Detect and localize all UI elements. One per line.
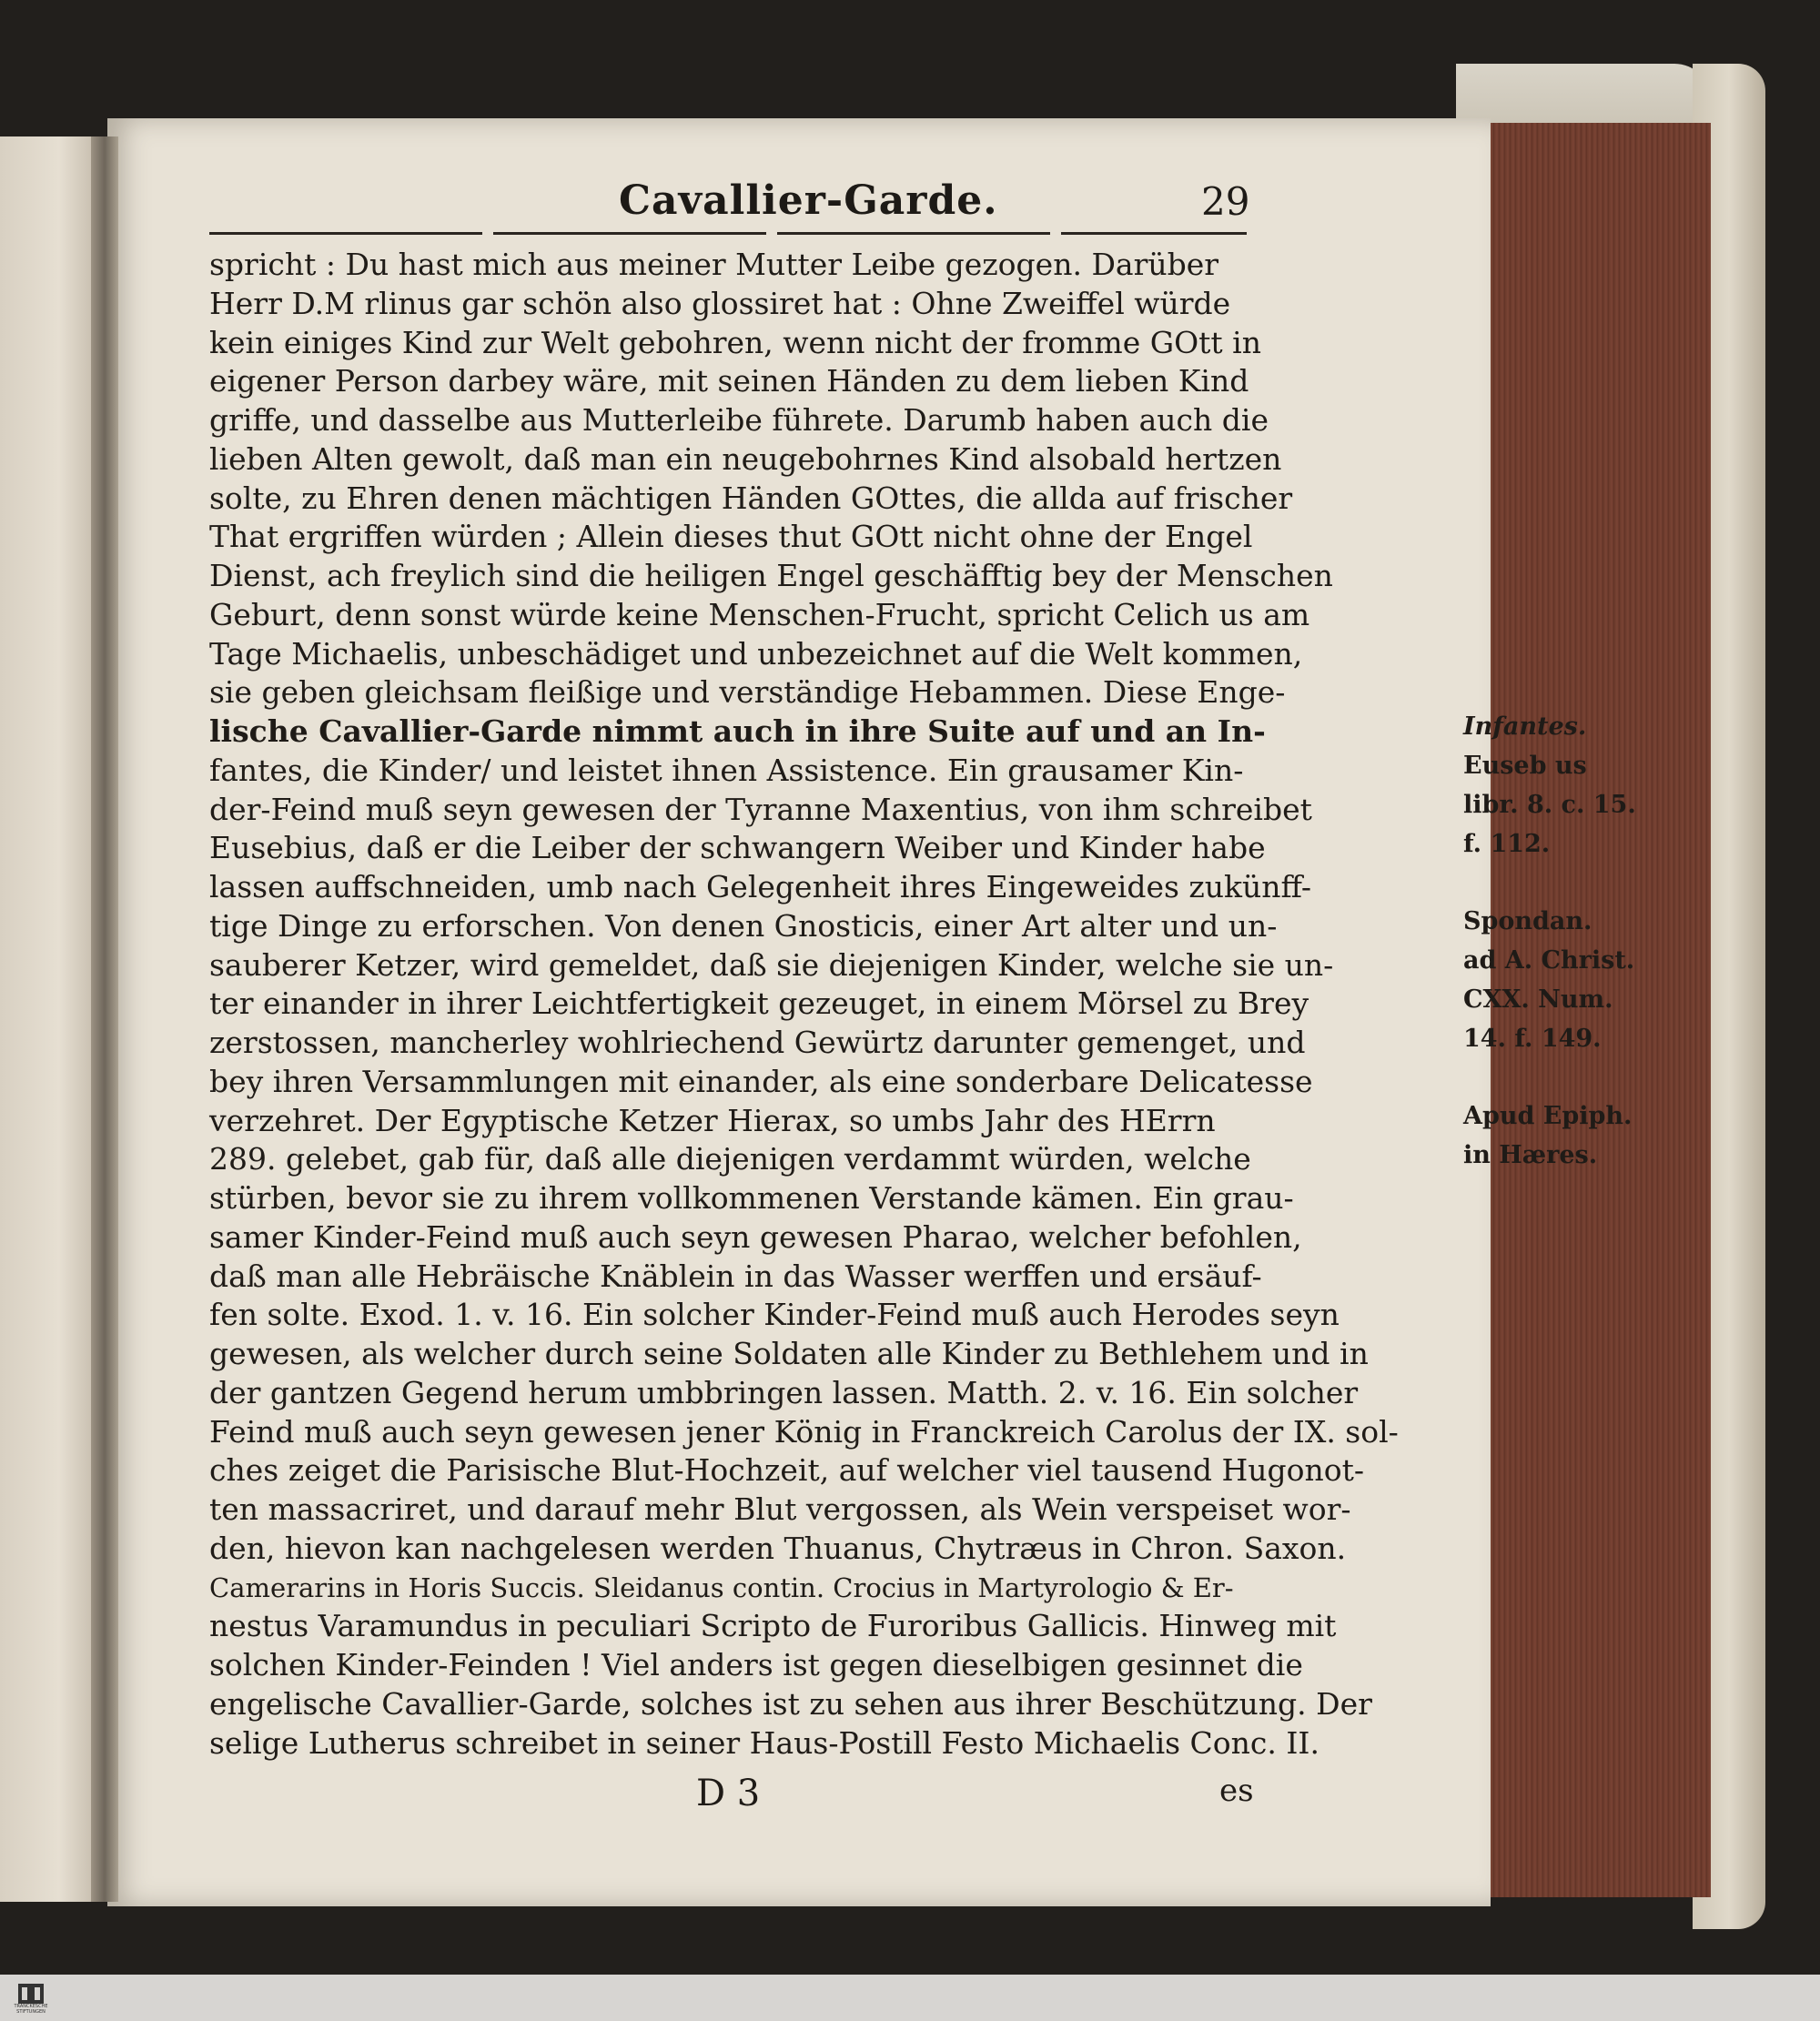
catchword: es [1219, 1773, 1254, 1809]
text-line: der gantzen Gegend herum umbbringen lassen. Matth. 2. v. 16. Ein solcher [209, 1374, 1359, 1410]
main-text-block [209, 246, 1636, 1763]
text-line: Camerarins in Horis Succis. Sleidanus contin. Crocius in Martyrologio & Er- [209, 1571, 1234, 1603]
text-line: tige Dinge zu erforschen. Von denen Gnosticis, einer Art alter und un- [209, 907, 1278, 944]
text-line: sie geben gleichsam fleißige und verständige Hebammen. Diese Enge- [209, 674, 1286, 711]
text-line: ten massacriret, und darauf mehr Blut vergossen, als Wein verspeiset wor- [209, 1491, 1351, 1527]
text-line: spricht : Du hast mich aus meiner Mutter Leibe gezogen. Darüber [209, 247, 1219, 282]
marginal-note: CXX. Num. [1463, 985, 1613, 1014]
text-line: stürben, bevor sie zu ihrem vollkommenen Verstande kämen. Ein grau- [209, 1180, 1294, 1216]
text-line: zerstossen, mancherley wohlriechend Gewürtz darunter gemenget, und [209, 1025, 1306, 1060]
marginal-note: f. 112. [1463, 830, 1551, 858]
text-line: daß man alle Hebräische Knäblein in das Wasser werffen und ersäuf- [209, 1258, 1262, 1294]
text-line: ter einander in ihrer Leichtfertigkeit gezeuget, in einem Mörsel zu Brey [209, 985, 1309, 1022]
text-line: eigener Person darbey wäre, mit seinen Händen zu dem lieben Kind [209, 363, 1249, 399]
text-line: That ergriffen würden ; Allein dieses thut GOtt nicht ohne der Engel [209, 519, 1253, 555]
marginal-note: Euseb us [1463, 752, 1587, 780]
page-number: 29 [1201, 179, 1250, 224]
text-line: verzehret. Der Egyptische Ketzer Hierax, so umbs Jahr des HErrn [209, 1102, 1216, 1138]
signature-mark: D 3 [696, 1773, 761, 1814]
text-line: fen solte. Exod. 1. v. 16. Ein solcher Kinder-Feind muß auch Herodes seyn [209, 1297, 1340, 1333]
marginal-note: ad A. Christ. [1463, 946, 1635, 975]
viewer-bottom-bar [0, 1975, 1820, 2021]
text-line: Herr D.M rlinus gar schön also glossiret hat : Ohne Zweiffel würde [209, 285, 1231, 321]
text-line: solchen Kinder-Feinden ! Viel anders ist gegen dieselbigen gesinnet die [209, 1647, 1303, 1682]
text-line: 289. gelebet, gab für, daß alle diejenigen verdammt würden, welche [209, 1141, 1251, 1177]
text-line: griffe, und dasselbe aus Mutterleibe führete. Darumb haben auch die [209, 402, 1269, 438]
text-line: lische Cavallier-Garde nimmt auch in ihre Suite auf und an In- [209, 713, 1266, 749]
marginal-note: libr. 8. c. 15. [1463, 791, 1636, 819]
book-gutter [91, 136, 118, 1902]
logo-label: TRANCKESCHE STIFTUNGEN [14, 2004, 48, 2015]
marginal-note: 14. f. 149. [1463, 1025, 1602, 1053]
text-line: lieben Alten gewolt, daß man ein neugebohrnes Kind alsobald hertzen [209, 440, 1282, 477]
marginal-note: Infantes. [1463, 712, 1587, 741]
text-line: Eusebius, daß er die Leiber der schwangern Weiber und Kinder habe [209, 830, 1266, 866]
marginal-note: Spondan. [1463, 907, 1592, 935]
header-rule [209, 232, 1247, 235]
marginal-note: in Hæres. [1463, 1141, 1598, 1169]
text-line: der-Feind muß seyn gewesen der Tyranne Maxentius, von ihm schreibet [209, 791, 1312, 827]
text-line: ches zeiget die Parisische Blut-Hochzeit, auf welcher viel tausend Hugonot- [209, 1452, 1365, 1489]
text-line: gewesen, als welcher durch seine Soldaten alle Kinder zu Bethlehem und in [209, 1336, 1369, 1371]
text-line: fantes, die Kinder/ und leistet ihnen Assistence. Ein grausamer Kin- [209, 752, 1244, 788]
page-header [209, 177, 1250, 241]
running-title: Cavallier-Garde. [619, 177, 998, 224]
text-line: samer Kinder-Feind muß auch seyn gewesen Pharao, welcher befohlen, [209, 1218, 1302, 1255]
text-line: nestus Varamundus in peculiari Scripto de Furoribus Gallicis. Hinweg mit [209, 1608, 1337, 1644]
text-line: Tage Michaelis, unbeschädiget und unbezeichnet auf die Welt kommen, [209, 635, 1303, 672]
text-line: lassen auffschneiden, umb nach Gelegenheit ihres Eingeweides zukünff- [209, 869, 1311, 904]
text-line: bey ihren Versammlungen mit einander, als eine sonderbare Delicatesse [209, 1063, 1313, 1099]
text-line: den, hievon kan nachgelesen werden Thuanus, Chytræus in Chron. Saxon. [209, 1530, 1347, 1566]
text-line: solte, zu Ehren denen mächtigen Händen GOttes, die allda auf frischer [209, 480, 1293, 516]
text-line: sauberer Ketzer, wird gemeldet, daß sie diejenigen Kinder, welche sie un- [209, 946, 1334, 983]
text-line: engelische Cavallier-Garde, solches ist zu sehen aus ihrer Beschützung. Der [209, 1685, 1372, 1722]
text-line: Geburt, denn sonst würde keine Menschen-Frucht, spricht Celich us am [209, 596, 1310, 632]
marginal-note: Apud Epiph. [1463, 1102, 1633, 1130]
text-line: Dienst, ach freylich sind die heiligen Engel geschäfftig bey der Menschen [209, 558, 1333, 593]
text-line: kein einiges Kind zur Welt gebohren, wenn nicht der fromme GOtt in [209, 324, 1261, 360]
text-line: Feind muß auch seyn gewesen jener König in Franckreich Carolus der IX. sol- [209, 1413, 1399, 1450]
page-footer [209, 1773, 1254, 1816]
text-line: selige Lutherus schreibet in seiner Haus-Postill Festo Michaelis Conc. II. [209, 1724, 1320, 1761]
